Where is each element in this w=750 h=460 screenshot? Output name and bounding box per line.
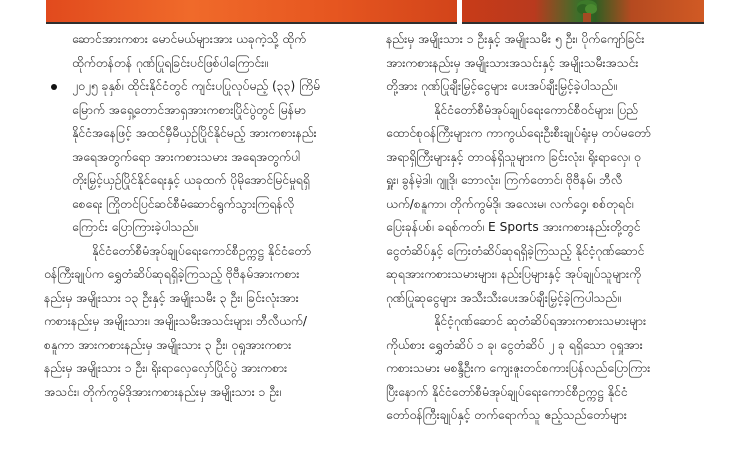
text-line: အရာရှိကြီးများနှင့် တာဝန်ရှိသူများက ခြင်းလုံး၊ ရိုးရာလှေ၊ ဝု <box>386 149 641 164</box>
text-line: ဆုရအားကစားသမားများ၊ နည်းပြများနှင့် အုပ်ချုပ်သူများကို <box>386 267 642 281</box>
text-line: မြောက် အရှေ့တောင်အာရှအားကစားပြိုင်ပွဲတွင် မြန်မာ <box>72 102 306 117</box>
text-line: အသင်း၊ တိုက်ကွမ်ဒိုအားကစားနည်းမှ အမျိုးသား ၁ ဦး၊ <box>44 384 282 399</box>
text-line: ကိုယ်စား ရွှေတံဆိပ် ၁ ခု၊ ငွေတံဆိပ် ၂ ခု ရရှိသော ဝုရှုအား <box>386 337 643 352</box>
header-photo-left <box>46 0 457 24</box>
text-line: ငွေတံဆိပ်နှင့် ကြေးတံဆိပ်ဆုရရှိခဲ့ကြသည့် နိုင်ငံ့ဂုဏ်ဆောင် <box>386 243 645 258</box>
text-line: တို့အား ဂုဏ်ပြုချီးမြှင့်ငွေများ ပေးအပ်ချီးမြှင့်ခဲ့ပါသည်။ <box>386 79 617 93</box>
text-line: ကစားနည်းမှ အမျိုးသား၊ အမျိုးသမီးအသင်းများ၊ ဘီလီယက်/ <box>44 314 307 328</box>
text-line: ကြောင်း ပြောကြားခဲ့ပါသည်။ <box>72 220 198 234</box>
text-line: တိုးမြှင့်ယှဉ်ပြိုင်နိုင်ရေးနှင့် ယခုထက် ပိုမိုအောင်မြင်မှုရရှိ <box>72 173 310 187</box>
text-line: ယက်/စနူကာ၊ တိုက်ကွမ်ဒို၊ အလေးမ၊ လက်ဝှေ့၊ စစ်တုရင်၊ <box>386 196 634 211</box>
bullet-dot-icon <box>51 84 57 90</box>
right-column <box>386 28 706 428</box>
text-line: စနူကာ အားကစားနည်းမှ အမျိုးသား ၃ ဦး၊ ဝုရှုအားကစား <box>44 337 292 352</box>
text-line: တော်ဝန်ကြီးချုပ်နှင့် တက်ရောက်သူ ဧည့်သည်တော်များ <box>386 408 627 422</box>
text-line: နည်းမှ အမျိုးသား ၁၃ ဦးနှင့် အမျိုးသမီး ၃ ဦး၊ ခြင်းလုံးအား <box>44 290 299 305</box>
text-line: ပြီးနောက် နိုင်ငံတော်စီမံအုပ်ချုပ်ရေးကောင်စီဥက္ကဋ္ဌ နိုင်ငံ <box>386 384 628 399</box>
text-line: နိုင်ငံတော်စီမံအုပ်ချုပ်ရေးကောင်စီဥက္ကဋ္ဌ နိုင်ငံတော် <box>92 243 312 258</box>
text-line: စေရေး ကြိုတင်ပြင်ဆင်စီမံဆောင်ရွက်သွားကြရန်လို <box>72 196 294 211</box>
left-column <box>44 28 374 404</box>
text-line: ဆောင်အားကစား မောင်မယ်များအား ယခုကဲ့သို့ ထိုက် <box>72 32 307 46</box>
text-line: ဝန်ကြီးချုပ်က ရွှေတံဆိပ်ဆုရရှိခဲ့ကြသည့် ဗိုဗီနမ်အားကစား <box>44 267 300 281</box>
text-line: နိုင်ငံအနေဖြင့် အထင်မှီမီယှဉ်ပြိုင်နိုင်မည့် အားကစားနည်း <box>72 126 317 140</box>
text-line: အားကစားနည်းမှ အမျိုးသားအသင်းနှင့် အမျိုးသမီးအသင်း <box>386 55 639 70</box>
text-line: နိုင်ငံတော်စီမံအုပ်ချုပ်ရေးကောင်စီဝင်များ၊ ပြည် <box>434 102 638 117</box>
text-line: အရေအတွက်ရော အားကစားသမား အရေအတွက်ပါ <box>72 149 301 164</box>
text-line: ၂၀၂၅ ခုနှစ်၊ ထိုင်းနိုင်ငံတွင် ကျင်းပပြုလုပ်မည့် (၃၃) ကြိမ် <box>72 79 321 93</box>
text-line: ကစားသမား မစန္ဒီဦးက ကျေးဇူးတင်စကားပြန်လည်ပြောကြား <box>386 361 651 375</box>
text-line: ရှူး၊ ခွန်မဲ့ဒါ၊ ဂျူဒို၊ ဘောလုံး၊ ကြက်တောင်၊ ဗိုဗီနမ်၊ ဘီလီ <box>386 173 623 187</box>
potted-plant-icon <box>575 0 599 22</box>
text-line: နိုင်ငံ့ဂုဏ်ဆောင် ဆုတံဆိပ်ရအားကစားသမားများ <box>434 314 647 328</box>
text-line: ထိုက်တန်တန် ဂုဏ်ပြုရခြင်းပင်ဖြစ်ပါကြောင်း။ <box>72 55 268 70</box>
text-line: နည်းမှ အမျိုးသား ၁ ဦး၊ ရိုးရာလှေလှော်ပြိုင်ပွဲ အားကစား <box>44 361 288 375</box>
bullet-item <box>44 75 374 240</box>
text-line: ပြေးခုန်ပစ်၊ ခရစ်ကတ်၊ E Sports အားကစားနည်းတို့တွင် <box>386 220 641 234</box>
text-line: နည်းမှ အမျိုးသား ၁ ဦးနှင့် အမျိုးသမီး ၅ ဦး၊ ပိုက်ကျော်ခြင်း <box>386 32 645 46</box>
text-line: ထောင်စုဝန်ကြီးများက ကာကွယ်ရေးဦးစီးချုပ်ရုံးမှ တပ်မတော် <box>386 126 651 140</box>
text-line: ဂုဏ်ပြုဆုငွေများ အသီးသီးပေးအပ်ချီးမြှင့်ခဲ့ကြပါသည်။ <box>386 290 621 305</box>
